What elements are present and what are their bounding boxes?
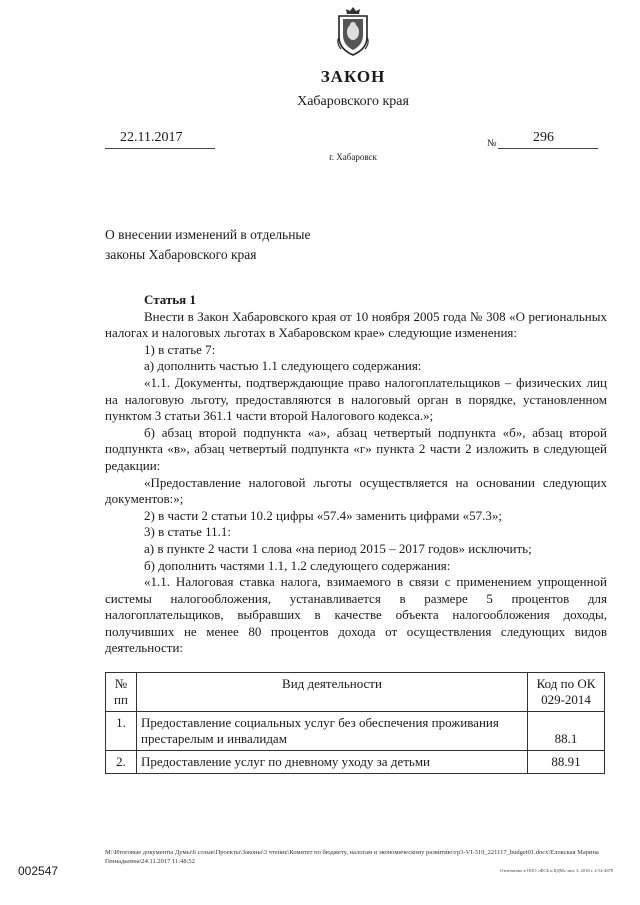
paragraph: 1) в статье 7: bbox=[144, 341, 216, 357]
table-header-row bbox=[106, 673, 605, 712]
document-date: 22.11.2017 bbox=[120, 130, 183, 145]
paragraph: «1.1. Налоговая ставка налога, взимаемого в связи с применением упрощенной системы налогообложения, устанавливается в размере 5 процентов для налогоплательщиков, выбравших в качестве объекта налогообложения доходы, получивших не менее 80 процентов дохода от осуществления следующих видов деятельности: bbox=[105, 574, 607, 656]
paragraph: 3) в статье 11.1: bbox=[144, 524, 232, 540]
date-underline bbox=[105, 148, 215, 149]
row-code: 88.91 bbox=[528, 751, 605, 774]
paragraph: а) дополнить частью 1.1 следующего содержания: bbox=[144, 358, 422, 374]
paragraph: а) в пункте 2 части 1 слова «на период 2015 – 2017 годов» исключить; bbox=[144, 540, 532, 556]
print-stamp: Отпечатано в ООО «ФСБ и КДМ» тип. 3. 2018 г. 2-52-4878 bbox=[500, 868, 614, 873]
row-activity: Предоставление социальных услуг без обеспечения проживания престарелым и инвалидам bbox=[137, 712, 528, 751]
document-number: 296 bbox=[533, 130, 554, 145]
subject-line-1: О внесении изменений в отдельные bbox=[105, 227, 311, 242]
table-row bbox=[106, 751, 605, 774]
paragraph: 2) в части 2 статьи 10.2 цифры «57.4» заменить цифрами «57.3»; bbox=[144, 507, 502, 523]
registration-number: 002547 bbox=[18, 864, 59, 878]
paragraph: «Предоставление налоговой льготы осуществляется на основании следующих документов:»; bbox=[105, 474, 607, 507]
paragraph: б) абзац второй подпункта «а», абзац четвертый подпункта «б», абзац второй подпункта «в», абзац четвертый подпункта «г» пункта 2 части 2 изложить в следующей редакции: bbox=[105, 424, 607, 473]
document-subject bbox=[105, 225, 345, 265]
activities-table bbox=[105, 672, 605, 774]
row-code: 88.1 bbox=[528, 712, 605, 751]
article-title: Статья 1 bbox=[144, 292, 196, 307]
header-activity: Вид деятельности bbox=[137, 673, 528, 712]
header-num: № пп bbox=[106, 673, 137, 712]
paragraph: Внести в Закон Хабаровского края от 10 ноября 2005 года № 308 «О региональных налогах и налоговых льготах в Хабаровском крае» следующие изменения: bbox=[105, 308, 607, 341]
table-row bbox=[106, 712, 605, 751]
paragraph: «1.1. Документы, подтверждающие право налогоплательщиков – физических лиц на налоговую льготу, предоставляются в налоговый орган в порядке, установленном пунктом 3 статьи 361.1 части второй Налогового кодекса.»; bbox=[105, 374, 607, 424]
city: г. Хабаровск bbox=[329, 152, 377, 162]
paragraph: б) дополнить частями 1.1, 1.2 следующего содержания: bbox=[144, 557, 451, 573]
file-path: M:\Итоговые документы Думы\6 созыв\Проекты\Законы\3 чтение\Комитет по бюджету, налогам и экономическому развитию\гр3-VI-319_221117_budget01.docx\Елокская Марина Геннадьевна\24.11.2017 11:48:52 bbox=[105, 849, 599, 865]
number-underline bbox=[498, 148, 598, 149]
document-type: ЗАКОН bbox=[320, 67, 386, 86]
coat-of-arms-emblem bbox=[333, 5, 373, 57]
header-code: Код по ОК 029-2014 bbox=[528, 673, 605, 712]
document-body bbox=[105, 292, 607, 657]
row-activity: Предоставление услуг по дневному уходу за детьми bbox=[137, 751, 528, 774]
issuer: Хабаровского края bbox=[297, 94, 409, 109]
row-num: 1. bbox=[106, 712, 137, 751]
row-num: 2. bbox=[106, 751, 137, 774]
number-label: № bbox=[487, 138, 497, 149]
subject-line-2: законы Хабаровского края bbox=[105, 247, 257, 262]
